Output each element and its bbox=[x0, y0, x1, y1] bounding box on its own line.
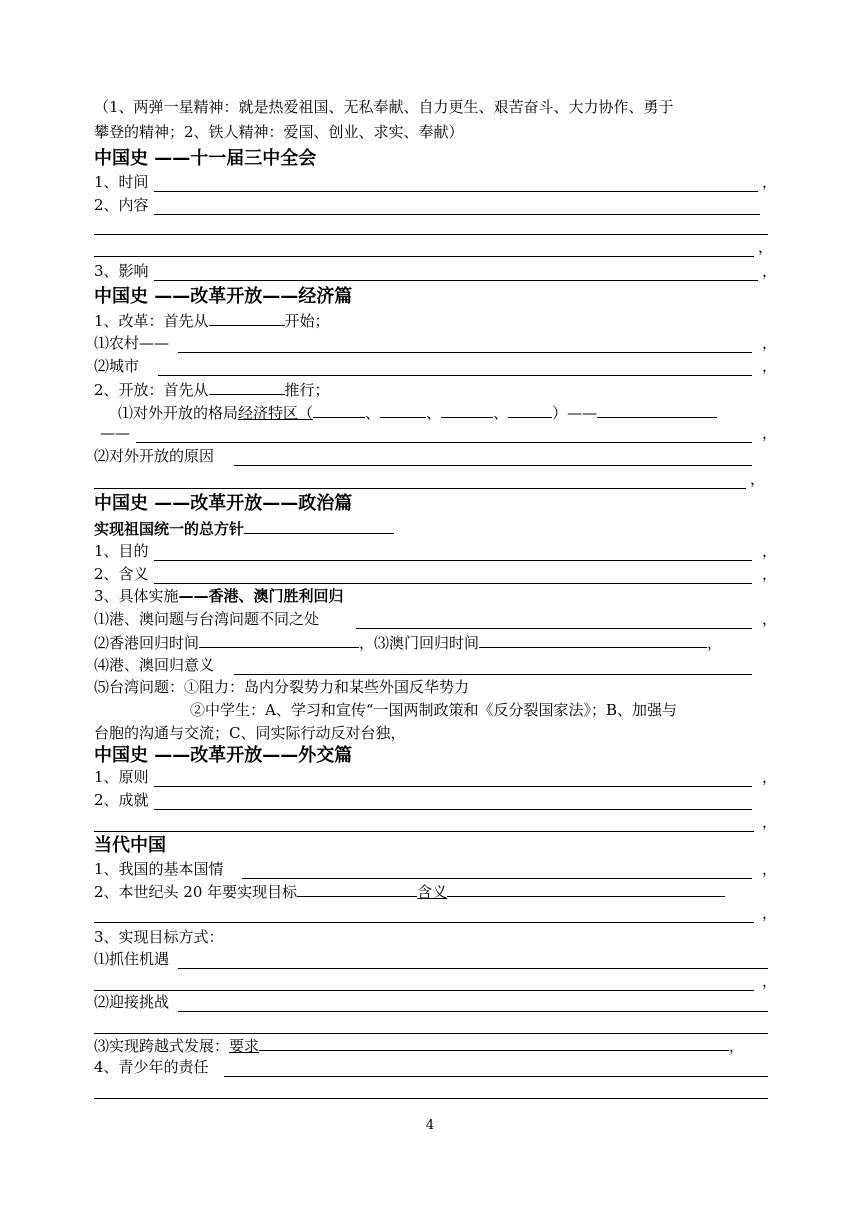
principle-label: 1、原则 bbox=[94, 768, 149, 786]
sez-blank-4[interactable] bbox=[508, 401, 552, 418]
reform-row: 1、改革：首先从 开始； bbox=[94, 309, 774, 331]
section-title-contemporary: 当代中国 bbox=[94, 835, 166, 856]
taiwan-row-3: 台胞的沟通与交流；C、同实际行动反对台独， bbox=[94, 724, 406, 742]
content-row bbox=[94, 194, 774, 216]
meaning-blank[interactable] bbox=[154, 563, 752, 584]
diff-label: ⑴港、澳问题与台湾问题不同之处 bbox=[94, 610, 320, 628]
reason-label: ⑵对外开放的原因 bbox=[94, 447, 215, 465]
basic-blank[interactable] bbox=[242, 858, 752, 879]
goal-label: 1、目的 bbox=[94, 542, 149, 560]
leap-blank[interactable] bbox=[259, 1034, 729, 1051]
reason-blank-2[interactable] bbox=[94, 468, 746, 489]
reform-start-blank[interactable] bbox=[209, 309, 285, 326]
taiwan-row-2: ②中学生：A、学习和宣传“一国两制政策和《反分裂国家法》；B、加强与 bbox=[190, 701, 678, 719]
principle-blank[interactable] bbox=[154, 766, 752, 787]
section-title-diplomacy: 中国史 ——改革开放——外交篇 bbox=[94, 745, 353, 766]
sez-blank-1[interactable] bbox=[313, 401, 365, 418]
youth-row bbox=[94, 1056, 774, 1078]
hk-time-blank[interactable] bbox=[199, 631, 359, 648]
goal-row: 1、目的 ， bbox=[94, 542, 778, 560]
youth-blank-2[interactable] bbox=[94, 1098, 768, 1099]
diff-blank[interactable] bbox=[356, 608, 752, 629]
urban-label: ⑵城市 bbox=[94, 357, 140, 375]
youth-blank[interactable] bbox=[224, 1056, 768, 1077]
achieve-blank[interactable] bbox=[154, 789, 752, 810]
meaning-label: 2、含义 bbox=[94, 565, 149, 583]
meet-label: ⑵迎接挑战 bbox=[94, 993, 170, 1011]
section-title-economy: 中国史 ——改革开放——经济篇 bbox=[94, 286, 353, 307]
impact-label: 3、影响 bbox=[94, 262, 149, 280]
target-blank[interactable] bbox=[297, 880, 417, 897]
open-row: 2、开放：首先从 推行； bbox=[94, 378, 774, 400]
macau-time-blank[interactable] bbox=[479, 631, 707, 648]
section-title-politics: 中国史 ——改革开放——政治篇 bbox=[94, 493, 353, 514]
significance-label: ⑷港、澳回归意义 bbox=[94, 656, 215, 674]
basic-row: 1、我国的基本国情 ， bbox=[94, 860, 778, 878]
target-row: 2、本世纪头 20 年要实现目标 含义 bbox=[94, 880, 774, 902]
reason-row bbox=[94, 445, 774, 467]
achieve-blank-2[interactable] bbox=[94, 811, 754, 832]
time-label: 1、时间 bbox=[94, 173, 149, 191]
urban-blank[interactable] bbox=[158, 355, 752, 376]
impact-row: 3、影响 ， bbox=[94, 262, 778, 280]
intro-line-2: 攀登的精神；2、铁人精神：爱国、创业、求实、奉献） bbox=[94, 123, 464, 141]
seize-blank[interactable] bbox=[178, 948, 768, 969]
content-row-3: ， bbox=[94, 236, 774, 258]
rural-row: ⑴农村—— ， bbox=[94, 334, 778, 352]
significance-blank[interactable] bbox=[234, 654, 752, 675]
rural-label: ⑴农村—— bbox=[94, 334, 170, 352]
content-blank-line-3[interactable] bbox=[94, 236, 754, 257]
urban-row: ⑵城市 ， bbox=[94, 357, 778, 375]
leap-row: ⑶实现跨越式发展：要求 ， bbox=[94, 1034, 774, 1056]
content-label: 2、内容 bbox=[94, 196, 149, 214]
intro-line-1: （1、两弹一星精神：就是热爱祖国、无私奉献、自力更生、艰苦奋斗、大力协作、勇于 bbox=[94, 98, 674, 116]
policy-blank[interactable] bbox=[244, 517, 394, 534]
significance-row bbox=[94, 654, 774, 676]
goal-blank[interactable] bbox=[154, 540, 752, 561]
rural-blank[interactable] bbox=[178, 332, 752, 353]
reason-row-2: ， bbox=[94, 468, 774, 490]
policy-row: 实现祖国统一的总方针 bbox=[94, 517, 394, 540]
time-row: 1、时间 ， bbox=[94, 173, 778, 191]
seize-row-2: ， bbox=[94, 970, 774, 992]
basic-label: 1、我国的基本国情 bbox=[94, 860, 224, 878]
pattern-row-2: —— ， bbox=[100, 424, 778, 442]
meet-blank[interactable] bbox=[178, 991, 768, 1012]
meaning-row: 2、含义 ， bbox=[94, 565, 778, 583]
section-title-third-plenum: 中国史 ——十一届三中全会 bbox=[94, 148, 317, 169]
achieve-row bbox=[94, 789, 774, 811]
seize-blank-2[interactable] bbox=[94, 970, 754, 991]
diff-row: ⑴港、澳问题与台湾问题不同之处 ， bbox=[94, 610, 778, 628]
impact-blank[interactable] bbox=[154, 260, 758, 281]
page-number: 4 bbox=[425, 1118, 435, 1133]
impl-row: 3、具体实施——香港、澳门胜利回归 bbox=[94, 587, 344, 605]
achieve-row-2: ， bbox=[94, 811, 774, 833]
ways-row: 3、实现目标方式： bbox=[94, 928, 224, 946]
reason-blank[interactable] bbox=[234, 445, 752, 466]
time-blank[interactable] bbox=[154, 171, 758, 192]
pattern-row: ⑴对外开放的格局经济特区（ 、 、 、 ）—— bbox=[118, 401, 798, 423]
target-blank-2[interactable] bbox=[94, 902, 754, 923]
youth-label: 4、青少年的责任 bbox=[94, 1058, 209, 1076]
meet-row bbox=[94, 991, 774, 1013]
return-time-row: ⑵香港回归时间 ，⑶澳门回归时间 ， bbox=[94, 631, 774, 653]
sez-blank-2[interactable] bbox=[380, 401, 426, 418]
content-blank-line-2[interactable] bbox=[94, 234, 768, 235]
sez-blank-3[interactable] bbox=[441, 401, 493, 418]
seize-label: ⑴抓住机遇 bbox=[94, 950, 170, 968]
open-start-blank[interactable] bbox=[209, 378, 285, 395]
pattern-tail-blank[interactable] bbox=[597, 401, 717, 418]
principle-row: 1、原则 ， bbox=[94, 768, 778, 786]
achieve-label: 2、成就 bbox=[94, 791, 149, 809]
pattern-blank-2[interactable] bbox=[136, 422, 752, 443]
target-row-2: ， bbox=[94, 902, 774, 924]
content-blank[interactable] bbox=[154, 194, 760, 215]
target-meaning-blank[interactable] bbox=[447, 880, 725, 897]
taiwan-row-1: ⑸台湾问题：①阻力：岛内分裂势力和某些外国反华势力 bbox=[94, 678, 470, 696]
seize-row bbox=[94, 948, 774, 970]
